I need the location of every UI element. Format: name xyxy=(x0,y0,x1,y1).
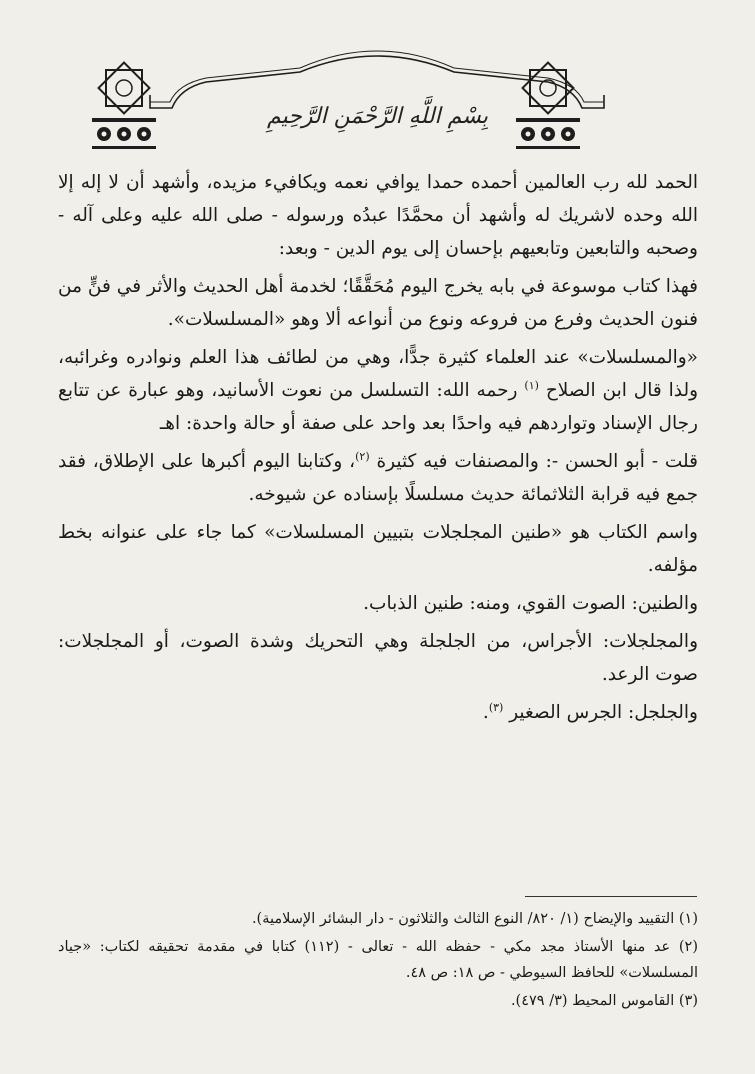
footnote-1: (١) التقييد والإيضاح (١/ ٨٢٠/ النوع الثالث والثلاثون - دار البشائر الإسلامية). xyxy=(251,911,698,927)
footnote-ref-1[interactable]: (١) xyxy=(524,378,539,392)
main-text xyxy=(58,166,698,729)
para4-head: قلت - أبو الحسن -: والمصنفات فيه كثيرة xyxy=(376,451,699,472)
para3-tail: رحمه الله: التسلسل من نعوت الأسانيد، وهو عبارة عن تتابع رجال الإسناد وتواردهم فيه واحدًا بعد واحد على صفة أو حالة واحدة: اهـ xyxy=(58,380,698,434)
para8-period: . xyxy=(482,702,489,723)
para8-text: والجلجل: الجرس الصغير xyxy=(509,702,698,723)
footnote-ref-2[interactable]: (٢) xyxy=(355,449,370,463)
footnote-2: (٢) عد منها الأستاذ مجد مكي - حفظه الله - تعالى - (١١٢) كتابا في مقدمة تحقيقه لكتاب: «جياد المسلسلات» للحافظ السيوطي - ص ١٨: ص ٤٨. xyxy=(58,939,698,981)
para4-tail: ، وكتابنا اليوم أكبرها على الإطلاق، فقد جمع فيه قرابة الثلاثمائة حديث مسلسلًا بإسناده عن شيوخه. xyxy=(58,451,698,505)
footnotes-section xyxy=(58,906,698,1016)
basmala-heading: بِسْمِ اللَّهِ الرَّحْمَنِ الرَّحِيمِ xyxy=(266,104,489,129)
footnote-3: (٣) القاموس المحيط (٣/ ٤٧٩). xyxy=(510,993,698,1009)
paragraph-author-note xyxy=(58,445,698,511)
paragraph-musalsalat-definition xyxy=(58,341,698,440)
page-header-ornament xyxy=(0,0,755,160)
para3-head: «والمسلسلات» عند العلماء كثيرة جدًّا، وهي من لطائف هذا العلم ونوادره وغرائبه، ولذا قال ابن الصلاح xyxy=(58,347,699,401)
paragraph-book-title: واسم الكتاب هو «طنين المجلجلات بتبيين المسلسلات» كما جاء على عنوانه بخط مؤلفه. xyxy=(58,522,698,576)
paragraph-taneen: والطنين: الصوت القوي، ومنه: طنين الذباب. xyxy=(363,593,698,614)
paragraph-mujaljalat: والمجلجلات: الأجراس، من الجلجلة وهي التحريك وشدة الصوت، أو المجلجلات: صوت الرعد. xyxy=(58,631,698,685)
paragraph-jaljal xyxy=(58,696,698,729)
paragraph-book-intro: فهذا كتاب موسوعة في بابه يخرج اليوم مُحَقَّقًا؛ لخدمة أهل الحديث والأثر في فنٍّ من فنون الحديث وفرع من فروعه ونوع من أنواعه ألا وهو «المسلسلات». xyxy=(58,276,698,330)
footnote-divider xyxy=(525,896,697,897)
paragraph-opening: الحمد لله رب العالمين أحمده حمدا يوافي نعمه ويكافيء مزيده، وأشهد أن لا إله إلا الله وحده لاشريك له وأشهد أن محمَّدًا عبدُه ورسوله - صلى الله عليه وعلى آله - وصحبه والتابعين وتابعيهم بإحسان إلى يوم الدين - وبعد: xyxy=(58,172,698,259)
footnote-ref-3[interactable]: (٣) xyxy=(488,700,504,714)
